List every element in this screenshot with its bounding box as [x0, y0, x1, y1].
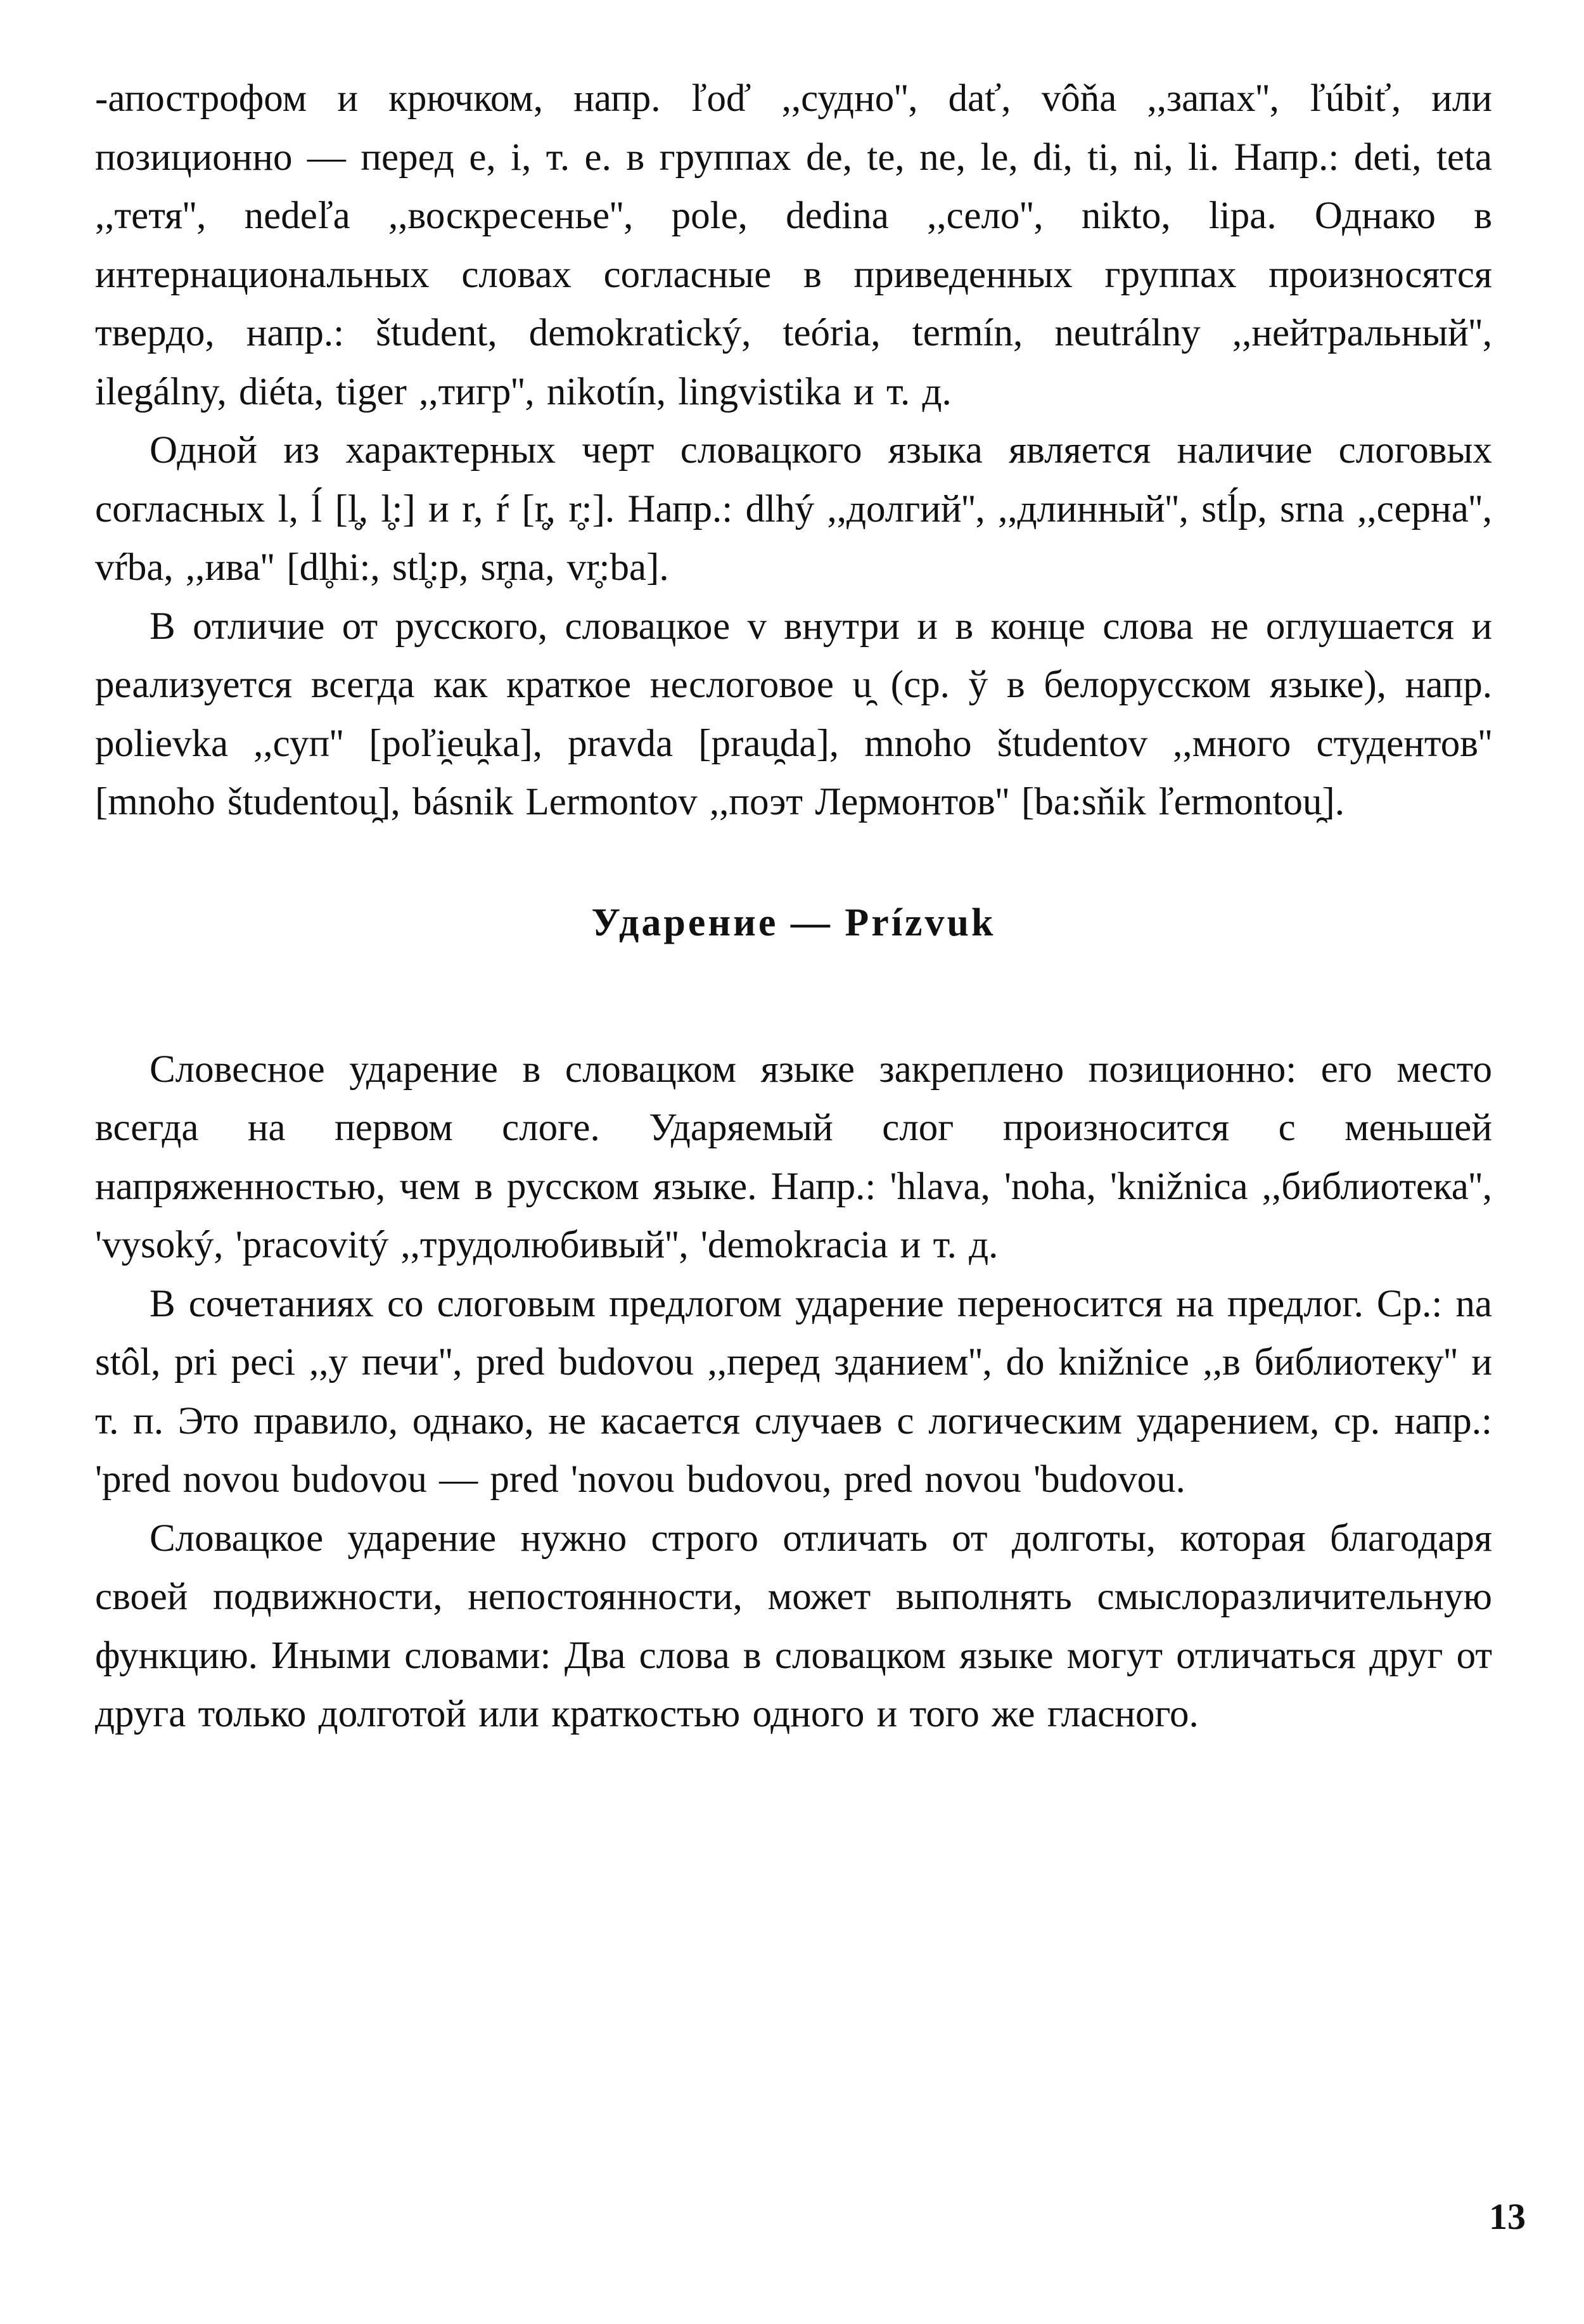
paragraph-word-stress: Словесное ударение в словацком языке закреплено позиционно: его место всегда на первом слоге. Ударяемый слог произносится с меньшей напряженностью, чем в русском языке. Напр.: 'hlava, 'noha, 'knižnica ,,библиотека'', 'vysoký, 'pracovitý ,,трудолюбивый'', 'demokracia и т. д. [95, 1048, 1492, 1266]
paragraph-syllabic-consonants: Одной из характерных черт словацкого языка является наличие слоговых согласных l, ĺ [l̥, l̥:] и r, ŕ [r̥, r̥:]. Напр.: dlhý ,,долгий'', ,,длинный'', stĺp, srna ,,серна'', vŕba, ,,ива'' [dl̥hi:, stl̥:p, sr̥na, vr̥:ba]. [95, 429, 1492, 589]
section-heading-stress: Ударение — Prízvuk [591, 901, 996, 944]
paragraph-stress-vs-length: Словацкое ударение нужно строго отличать от долготы, которая благодаря своей подвижности, непостоянности, может выполнять смыслоразличительную функцию. Иными словами: Два слова в словацком языке могут отличаться друг от друга только долготой или краткостью одного и того же гласного. [95, 1517, 1492, 1735]
paragraph-preposition-stress: В сочетаниях со слоговым предлогом ударение переносится на предлог. Ср.: na stôl, pri peci ,,у печи'', pred budovou ,,перед зданием'', do knižnice ,,в библиотеку'' и т. п. Это правило, однако, не касается случаев с логическим ударением, ср. напр.: 'pred novou budovou — pred 'novou budovou, pred novou 'budovou. [95, 1282, 1492, 1501]
paragraph-consonant-softness: -апострофом и крючком, напр. ľoď ,,судно'', dať, vôňa ,,запах'', ľúbiť, или позиционно — перед e, i, т. е. в группах de, te, ne, le, di, ti, ni, li. Напр.: deti, teta ,,тетя'', nedeľa ,,воскресенье'', pole, dedina ,,село'', nikto, lipa. Однако в интернациональных словах согласные в приведенных группах произносятся твердо, напр.: študent, demokratický, teória, termín, neutrálny ,,нейтральный'', ilegálny, diéta, tiger ,,тигр'', nikotín, lingvistika и т. д. [95, 77, 1492, 413]
paragraph-v-pronunciation: В отличие от русского, словацкое v внутри и в конце слова не оглушается и реализуется всегда как краткое неслоговое u̯ (ср. ў в белорусском языке), напр. polievka ,,суп'' [poľi̯eu̯ka], pravda [prau̯da], mnoho študentov ,,много студентов'' [mnoho študentou̯], básnik Lermontov ,,поэт Лермонтов'' [ba:sňik ľermontou̯]. [95, 605, 1492, 823]
page-body [95, 70, 1492, 2250]
page-number: 13 [1489, 2196, 1526, 2237]
